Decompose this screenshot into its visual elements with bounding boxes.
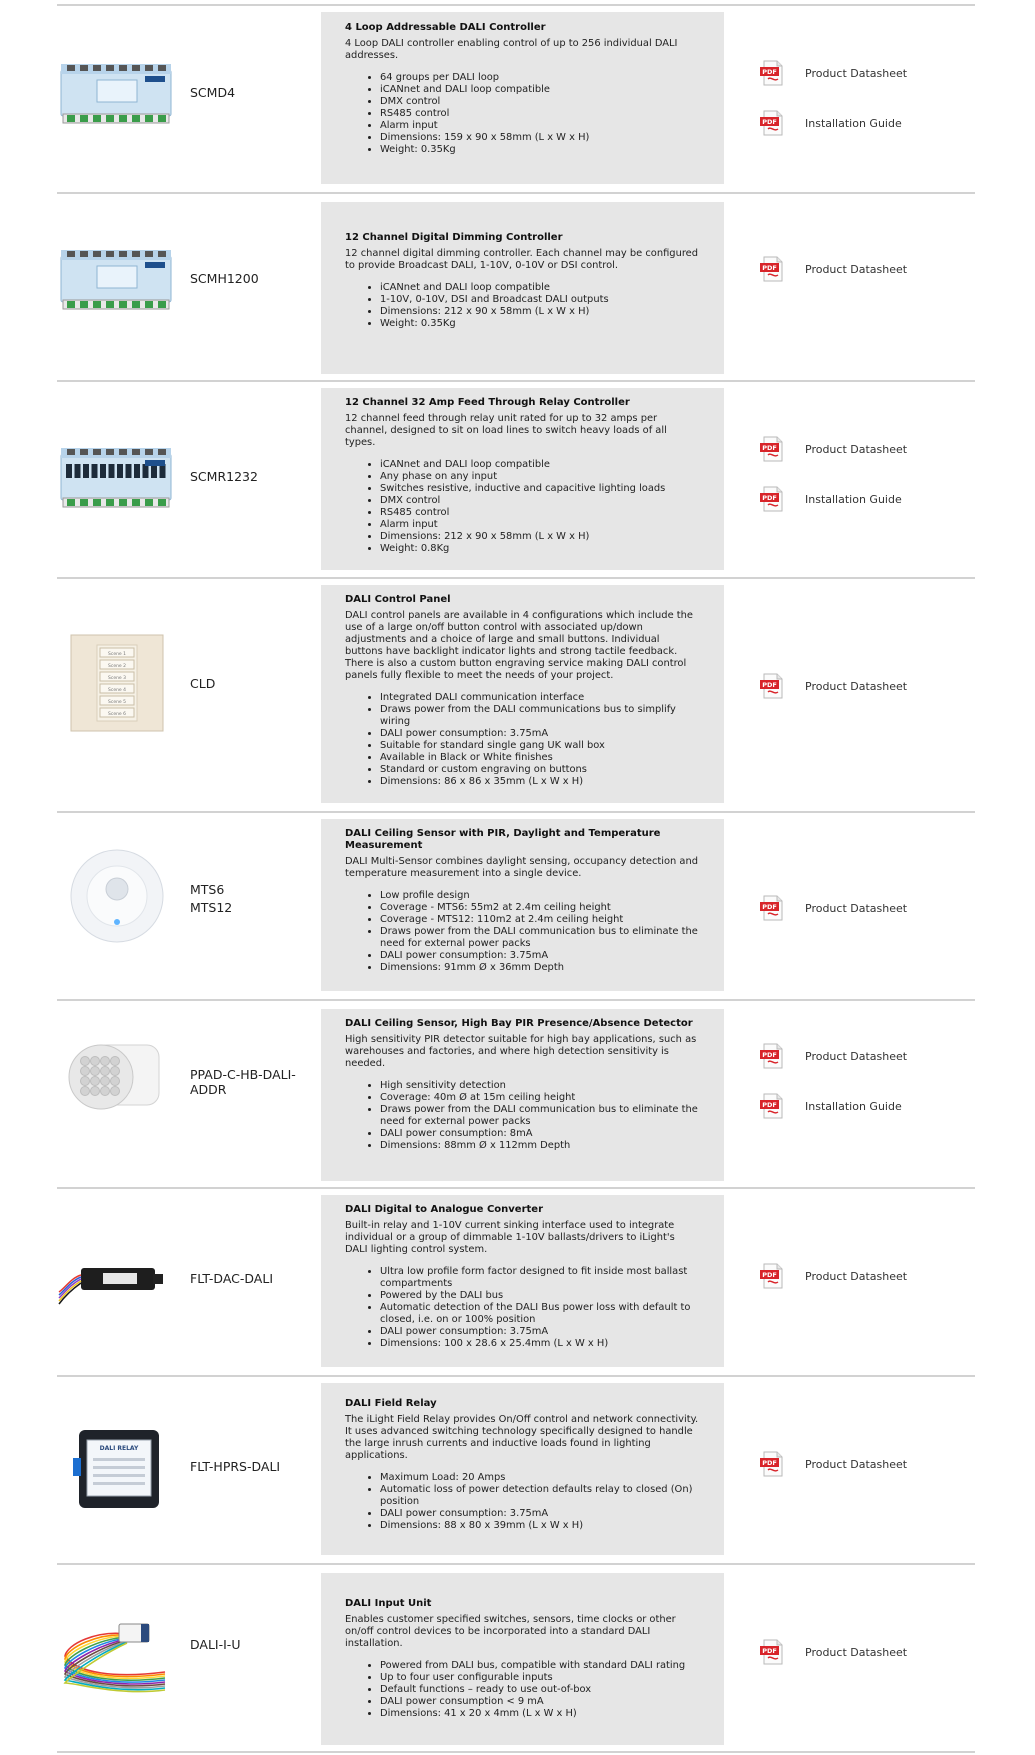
feature-item: • Default functions – ready to use out-of-box <box>380 1684 700 1696</box>
row-divider <box>57 999 975 1001</box>
product-code <box>190 1067 310 1097</box>
input-unit-image <box>57 1594 177 1694</box>
product-code-line: FLT-HPRS-DALI <box>190 1459 281 1474</box>
product-code-line: PPAD-C-HB-DALI- <box>190 1067 296 1082</box>
feature-item: • Dimensions: 100 x 28.6 x 25.4mm (L x W x H) <box>380 1338 700 1350</box>
product-datasheet-link[interactable] <box>759 672 959 702</box>
product-code-line: DALI-I-U <box>190 1637 241 1652</box>
high-bay-sensor-image <box>57 1025 177 1125</box>
panel-button-label: Scene 1 <box>107 652 127 657</box>
feature-item: • RS485 control <box>380 108 700 120</box>
feature-item: • DALI power consumption: 3.75mA <box>380 1326 700 1338</box>
product-intro: DALI control panels are available in 4 configurations which include the use of a large on/off button control with associated up/down adjustments and a choice of large and small buttons. Individual buttons have backlight indicator lights and strong tactile feedback. There is also a custom button engraving service making DALI control panels fully flexible to meet the needs of your project. <box>345 610 693 681</box>
document-link-label: Installation Guide <box>805 1100 902 1113</box>
product-datasheet-link[interactable] <box>759 1450 959 1480</box>
converter-image <box>57 1228 177 1328</box>
pdf-icon <box>759 1092 785 1120</box>
control-panel-image <box>57 633 177 733</box>
feature-item: • Suitable for standard single gang UK wall box <box>380 740 700 752</box>
pdf-icon-text: PDF <box>762 1051 777 1059</box>
product-code-line: MTS6 <box>190 882 225 897</box>
feature-list <box>345 1660 700 1720</box>
product-code <box>190 1637 310 1652</box>
document-link-label: Product Datasheet <box>805 1270 908 1283</box>
product-description <box>321 388 724 570</box>
panel-button-label: Scene 5 <box>107 700 127 705</box>
feature-item: • DMX control <box>380 96 700 108</box>
row-divider <box>57 811 975 813</box>
pdf-icon <box>759 255 785 283</box>
panel-button-label: Scene 6 <box>107 712 127 717</box>
feature-item: • RS485 control <box>380 507 700 519</box>
dimming-controller-image <box>57 228 177 328</box>
installation-guide-link[interactable] <box>759 109 959 139</box>
feature-item: • Alarm input <box>380 120 700 132</box>
product-description <box>321 1383 724 1555</box>
product-intro: 4 Loop DALI controller enabling control of up to 256 individual DALI addresses. <box>345 38 678 61</box>
feature-item: • 64 groups per DALI loop <box>380 72 700 84</box>
feature-list <box>345 1080 700 1152</box>
product-datasheet-link[interactable] <box>759 1042 959 1072</box>
row-divider <box>57 1375 975 1377</box>
feature-item: • Coverage: 40m Ø at 15m ceiling height <box>380 1092 700 1104</box>
product-row <box>57 1375 975 1563</box>
pdf-icon-text: PDF <box>762 1271 777 1279</box>
feature-item: • Powered by the DALI bus <box>380 1290 700 1302</box>
document-link-label: Product Datasheet <box>805 67 908 80</box>
product-row <box>57 192 975 380</box>
feature-item: • DALI power consumption: 3.75mA <box>380 1508 700 1520</box>
feature-item: • Ultra low profile form factor designed to fit inside most ballast compartments <box>380 1266 700 1290</box>
feature-item: • High sensitivity detection <box>380 1080 700 1092</box>
document-link-label: Product Datasheet <box>805 1458 908 1471</box>
document-link-label: Product Datasheet <box>805 263 908 276</box>
feature-item: • Integrated DALI communication interface <box>380 692 700 704</box>
product-code-line: ADDR <box>190 1082 227 1097</box>
product-row <box>57 999 975 1187</box>
pdf-icon-text: PDF <box>762 681 777 689</box>
feature-list <box>345 1266 700 1350</box>
feature-list <box>345 282 700 330</box>
document-link-label: Product Datasheet <box>805 443 908 456</box>
product-title: DALI Field Relay <box>345 1398 437 1409</box>
field-relay-image <box>57 1416 177 1516</box>
document-link-label: Product Datasheet <box>805 1646 908 1659</box>
row-divider <box>57 1563 975 1565</box>
feature-item: • Dimensions: 86 x 86 x 35mm (L x W x H) <box>380 776 700 788</box>
product-intro: The iLight Field Relay provides On/Off control and network connectivity. It uses advanced switching technology specifically designed to handle the large inrush currents and inductive loads found in lighting applications. <box>345 1414 699 1461</box>
product-datasheet-link[interactable] <box>759 59 959 89</box>
pdf-icon <box>759 435 785 463</box>
product-title: DALI Input Unit <box>345 1598 432 1609</box>
feature-list <box>345 692 700 788</box>
feature-item: • DMX control <box>380 495 700 507</box>
ceiling-sensor-image <box>57 844 177 944</box>
product-datasheet-link[interactable] <box>759 255 959 285</box>
row-divider <box>57 1187 975 1189</box>
row-divider <box>57 4 975 6</box>
pdf-icon <box>759 59 785 87</box>
product-row <box>57 577 975 811</box>
pdf-icon <box>759 1042 785 1070</box>
device-label: DALI RELAY <box>99 1445 139 1452</box>
product-code <box>190 1271 310 1286</box>
document-link-label: Product Datasheet <box>805 902 908 915</box>
product-code <box>190 676 310 691</box>
document-link-label: Installation Guide <box>805 493 902 506</box>
product-intro: 12 channel digital dimming controller. Each channel may be configured to provide Broadcast DALI, 1-10V, 0-10V or DSI control. <box>345 248 699 271</box>
pdf-icon-text: PDF <box>762 264 777 272</box>
product-row <box>57 4 975 192</box>
feature-item: • Up to four user configurable inputs <box>380 1672 700 1684</box>
feature-item: • Weight: 0.35Kg <box>380 318 700 330</box>
feature-item: • Standard or custom engraving on buttons <box>380 764 700 776</box>
row-divider-line <box>57 1751 975 1753</box>
product-description <box>321 1195 724 1367</box>
product-datasheet-link[interactable] <box>759 894 959 924</box>
product-code <box>190 469 310 484</box>
product-title: 12 Channel Digital Dimming Controller <box>345 232 563 243</box>
product-description <box>321 819 724 991</box>
feature-item: • Dimensions: 41 x 20 x 4mm (L x W x H) <box>380 1708 700 1720</box>
product-intro: Enables customer specified switches, sensors, time clocks or other on/off control devices to be incorporated into a standard DALI installation. <box>345 1614 676 1649</box>
product-code <box>190 85 310 100</box>
feature-item: • DALI power consumption: 8mA <box>380 1128 700 1140</box>
product-description <box>321 585 724 803</box>
product-code-line: SCMH1200 <box>190 271 259 286</box>
product-code-line: SCMD4 <box>190 85 236 100</box>
pdf-icon <box>759 485 785 513</box>
din-rail-controller-image <box>57 42 177 142</box>
feature-item: • Coverage - MTS12: 110m2 at 2.4m ceiling height <box>380 914 700 926</box>
feature-list <box>345 890 700 974</box>
product-title: DALI Ceiling Sensor with PIR, Daylight and Temperature Measurement <box>345 828 661 851</box>
pdf-icon <box>759 672 785 700</box>
pdf-icon-text: PDF <box>762 444 777 452</box>
installation-guide-link[interactable] <box>759 485 959 515</box>
pdf-icon-text: PDF <box>762 494 777 502</box>
pdf-icon <box>759 894 785 922</box>
feature-item: • Dimensions: 88mm Ø x 112mm Depth <box>380 1140 700 1152</box>
pdf-icon-text: PDF <box>762 1101 777 1109</box>
product-title: 4 Loop Addressable DALI Controller <box>345 22 546 33</box>
pdf-icon <box>759 1262 785 1290</box>
feature-item: • Powered from DALI bus, compatible with standard DALI rating <box>380 1660 700 1672</box>
feature-list <box>345 1472 700 1532</box>
product-row <box>57 811 975 999</box>
feature-item: • Dimensions: 159 x 90 x 58mm (L x W x H) <box>380 132 700 144</box>
feature-item: • Weight: 0.8Kg <box>380 543 700 555</box>
feature-item: • Dimensions: 212 x 90 x 58mm (L x W x H) <box>380 531 700 543</box>
feature-item: • Draws power from the DALI communication bus to eliminate the need for external power packs <box>380 1104 700 1128</box>
row-divider <box>57 192 975 194</box>
feature-list <box>345 459 700 555</box>
panel-button-label: Scene 3 <box>107 676 127 681</box>
panel-button-label: Scene 2 <box>107 664 127 669</box>
product-code <box>190 882 310 915</box>
pdf-icon <box>759 109 785 137</box>
product-code <box>190 271 310 286</box>
pdf-icon-text: PDF <box>762 1647 777 1655</box>
feature-item: • DALI power consumption: 3.75mA <box>380 950 700 962</box>
product-intro: DALI Multi-Sensor combines daylight sensing, occupancy detection and temperature measurement into a single device. <box>345 856 699 879</box>
feature-item: • Draws power from the DALI communications bus to simplify wiring <box>380 704 700 728</box>
row-divider <box>57 577 975 579</box>
panel-button-label: Scene 4 <box>107 688 127 693</box>
pdf-icon <box>759 1450 785 1478</box>
pdf-icon-text: PDF <box>762 68 777 76</box>
product-row <box>57 1187 975 1375</box>
product-code-line: SCMR1232 <box>190 469 258 484</box>
product-title: 12 Channel 32 Amp Feed Through Relay Controller <box>345 397 630 408</box>
feature-item: • Maximum Load: 20 Amps <box>380 1472 700 1484</box>
product-description <box>321 1009 724 1181</box>
product-datasheet-link[interactable] <box>759 435 959 465</box>
feature-item: • Dimensions: 88 x 80 x 39mm (L x W x H) <box>380 1520 700 1532</box>
feature-item: • Automatic loss of power detection defaults relay to closed (On) position <box>380 1484 700 1508</box>
document-link-label: Product Datasheet <box>805 1050 908 1063</box>
feature-item: • Weight: 0.35Kg <box>380 144 700 156</box>
product-title: DALI Control Panel <box>345 594 451 605</box>
feature-item: • DALI power consumption < 9 mA <box>380 1696 700 1708</box>
feature-item: • DALI power consumption: 3.75mA <box>380 728 700 740</box>
pdf-icon-text: PDF <box>762 118 777 126</box>
feature-item: • iCANnet and DALI loop compatible <box>380 282 700 294</box>
product-description <box>321 1573 724 1745</box>
document-link-label: Product Datasheet <box>805 680 908 693</box>
feature-item: • Low profile design <box>380 890 700 902</box>
document-link-label: Installation Guide <box>805 117 902 130</box>
feature-item: • 1-10V, 0-10V, DSI and Broadcast DALI outputs <box>380 294 700 306</box>
pdf-icon-text: PDF <box>762 1459 777 1467</box>
product-intro: Built-in relay and 1-10V current sinking interface used to integrate individual or a group of dimmable 1-10V ballasts/drivers to iLight's DALI lighting control system. <box>345 1220 675 1255</box>
product-row <box>57 380 975 577</box>
product-title: DALI Digital to Analogue Converter <box>345 1204 543 1215</box>
pdf-icon-text: PDF <box>762 903 777 911</box>
relay-controller-image <box>57 426 177 526</box>
feature-item: • Available in Black or White finishes <box>380 752 700 764</box>
feature-item: • iCANnet and DALI loop compatible <box>380 84 700 96</box>
product-datasheet-link[interactable] <box>759 1638 959 1668</box>
product-row <box>57 1563 975 1751</box>
product-title: DALI Ceiling Sensor, High Bay PIR Presence/Absence Detector <box>345 1018 693 1029</box>
feature-item: • Switches resistive, inductive and capacitive lighting loads <box>380 483 700 495</box>
feature-item: • Draws power from the DALI communication bus to eliminate the need for external power packs <box>380 926 700 950</box>
product-description <box>321 202 724 374</box>
product-intro: 12 channel feed through relay unit rated for up to 32 amps per channel, designed to sit on load lines to switch heavy loads of all types. <box>345 413 667 448</box>
product-datasheet-link[interactable] <box>759 1262 959 1292</box>
pdf-icon <box>759 1638 785 1666</box>
feature-item: • iCANnet and DALI loop compatible <box>380 459 700 471</box>
feature-item: • Any phase on any input <box>380 471 700 483</box>
feature-item: • Alarm input <box>380 519 700 531</box>
installation-guide-link[interactable] <box>759 1092 959 1122</box>
product-code-line: CLD <box>190 676 216 691</box>
feature-item: • Dimensions: 91mm Ø x 36mm Depth <box>380 962 700 974</box>
feature-item: • Automatic detection of the DALI Bus power loss with default to closed, i.e. on or 100% position <box>380 1302 700 1326</box>
feature-item: • Coverage - MTS6: 55m2 at 2.4m ceiling height <box>380 902 700 914</box>
product-code-line: FLT-DAC-DALI <box>190 1271 274 1286</box>
product-code <box>190 1459 310 1474</box>
feature-item: • Dimensions: 212 x 90 x 58mm (L x W x H) <box>380 306 700 318</box>
product-intro: High sensitivity PIR detector suitable for high bay applications, such as warehouses and factories, and where high detection sensitivity is needed. <box>345 1034 697 1069</box>
feature-list <box>345 72 700 156</box>
row-divider <box>57 380 975 382</box>
product-description <box>321 12 724 184</box>
product-code-line: MTS12 <box>190 900 233 915</box>
